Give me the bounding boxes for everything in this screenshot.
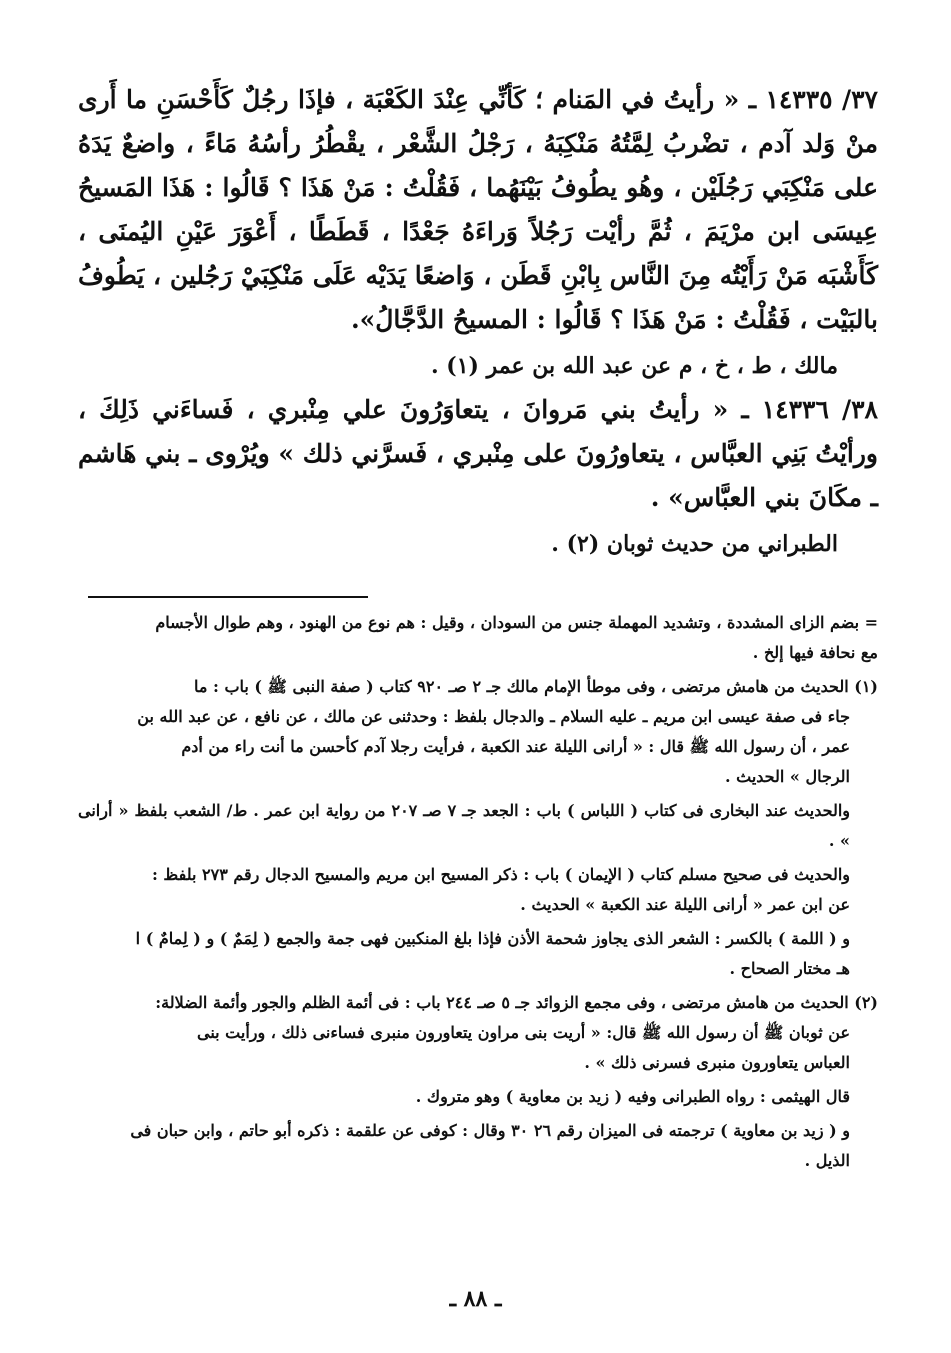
footnote-line: قال الهيثمى : رواه الطبرانى وفيه ( زيد بن معاوية ) وهو متروك . [415, 1087, 850, 1106]
footnote-line: (١) الحديث من هامش مرتضى ، وفى موطأ الإمام مالك جـ ٢ صـ ٩٢٠ كتاب ( صفة النبى ﷺ ) باب : ما [193, 677, 878, 696]
hadith-37-source: مالك ، ط ، خ ، م عن عبد الله بن عمر (١) . [430, 353, 838, 379]
footnote-line: هـ مختار الصحاح . [729, 959, 850, 978]
footnote-line: والحديث عند البخارى فى كتاب ( اللباس ) باب : الجعد جـ ٧ صـ ٢٠٧ من رواية ابن عمر . ط/ الشعب بلفظ « أرانى » . [78, 801, 850, 850]
footnote-line: = بضم الزاى المشددة ، وتشديد المهملة جنس من السودان ، وقيل : هم نوع من الهنود ، وهم طوال الأجسام [155, 613, 878, 632]
footnote-2-haythami [78, 1082, 878, 1112]
footnote-line: والحديث فى صحيح مسلم كتاب ( الإيمان ) باب : ذكر المسيح ابن مريم والمسيح الدجال رقم ٢٧٣ بلفظ : [151, 865, 850, 884]
footnote-divider [88, 596, 368, 598]
page-number: ـ ٨٨ ـ [449, 1286, 502, 1312]
footnote-1-bukhari [78, 796, 878, 856]
footnote-line: عمر ، أن رسول الله ﷺ قال : « أرانى الليلة عند الكعبة ، فرأيت رجلا آدم كأحسن ما أنت راء من أدم [181, 737, 850, 756]
footnote-line: الرجال » الحديث . [724, 767, 850, 786]
footnote-line: الذيل . [804, 1151, 850, 1170]
footnote-line: عن ابن عمر « أرانى الليلة عند الكعبة » الحديث . [520, 895, 850, 914]
footnote-2 [78, 988, 878, 1078]
hadith-38-source: الطبراني من حديث ثوبان (٢) . [551, 531, 838, 557]
page-content [78, 78, 878, 1180]
footnote-2-zayd [78, 1116, 878, 1176]
footnote-1-lumma [78, 924, 878, 984]
footnote-line: عن ثوبان ﷺ أن رسول الله ﷺ قال: « أريت بنى مراون يتعاورون منبرى فساءنى ذلك ، ورأيت بنى [196, 1023, 850, 1042]
footnote-1 [78, 672, 878, 792]
footnote-line: (٢) الحديث من هامش مرتضى ، وفى مجمع الزوائد جـ ٥ صـ ٢٤٤ باب : فى أئمة الظلم والجور وأئمة الضلالة: [155, 993, 878, 1012]
hadith-37-text: ٣٧/ ١٤٣٣٥ ـ « رأيتُ في المَنام ؛ كَأنِّي عِنْدَ الكَعْبَة ، فإذَا رجُلٌ كَأَحْسَنِ ما أَرى منْ وَلد آدم ، تضْربُ لِمَّتُهُ مَنْكِبَهُ ، رَجْلُ الشَّعْر ، يقْطُرُ رأسُهُ مَاءً ، واضعٌ يَدَهُ على مَنْكِبَي رَجُلَيْن ، وهُو يطُوفُ بَيْنَهُما ، فَقُلْتُ : مَنْ هَذَا ؟ قَالُوا : هَذَا المَسيحُ عِيسَى ابن مرْيَمَ ، ثُمَّ رأيْت رَجُلاً وَراءَهُ جَعْدًا ، قَطَطًا ، أَعْوَرَ عَيْنِ اليُمنَى ، كَأَشْبَه مَنْ رَأَيْتُه مِنَ النَّاس بِابْنِ قَطَن ، وَاضعًا يَدَيْه عَلَى مَنْكِبَيْ رَجُلين ، يَطُوفُ بالبَيْت ، فَقُلْتُ : مَنْ هَذَا ؟ قَالُوا : المسيحُ الدَّجَّالُ». [78, 85, 878, 334]
hadith-38-text: ٣٨/ ١٤٣٣٦ ـ « رأيتُ بني مَروانَ ، يتعاوَرُونَ علي مِنْبري ، فَساءَني ذَلِكَ ، ورأيْتُ بَنِي العبَّاس ، يتعاورُونَ على مِنْبري ، فَسرَّني ذلك » ويُرْوى ـ بني هَاشم ـ مكَانَ بني العبَّاس» . [78, 395, 878, 512]
footnote-line: و ( اللمة ) بالكسر : الشعر الذى يجاوز شحمة الأذن فإذا بلغ المنكبين فهى جمة والجمع ( لِمَمٌ ) و ( لِمامٌ ) ا [135, 929, 850, 948]
footnote-line: جاء فى صفة عيسى ابن مريم ـ عليه السلام ـ والدجال بلفظ : وحدثنى عن مالك ، عن نافع ، عن عبد الله بن [137, 707, 850, 726]
footnote-carry-over [78, 608, 878, 668]
footnotes [78, 608, 878, 1176]
footnote-line: العباس يتعاورون منبرى فسرنى ذلك » . [584, 1053, 850, 1072]
footnote-line: مع نحافة فيها إلخ . [752, 643, 878, 662]
footnote-line: و ( زيد بن معاوية ) ترجمته فى الميزان رقم ٢٦ ٣٠ وقال : كوفى عن علقمة : ذكره أبو حاتم ، وابن حبان فى [130, 1121, 850, 1140]
footnote-1-muslim [78, 860, 878, 920]
